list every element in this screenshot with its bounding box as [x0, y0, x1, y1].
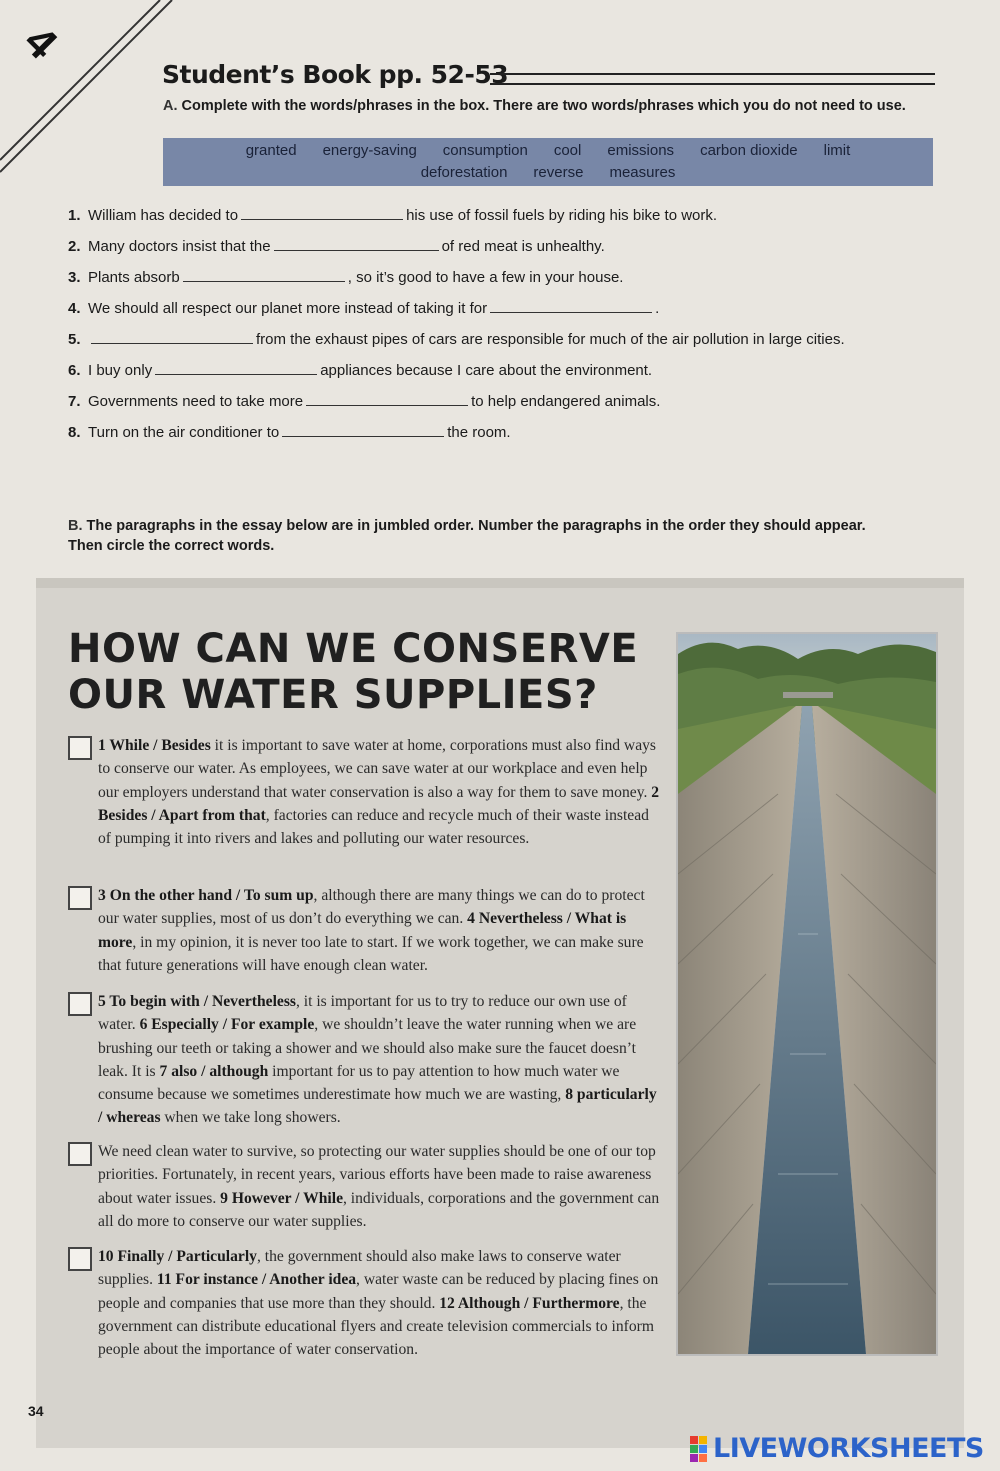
essay-paragraph-5	[68, 1245, 660, 1361]
gap-fill-item	[68, 298, 908, 329]
choice-2[interactable]: 2 Besides / Apart from that	[98, 783, 660, 824]
answer-blank[interactable]	[155, 360, 317, 375]
text-segment: We need clean water to survive, so protecting our water supplies should be one of our top priorities. Fortunately, in recent years, various efforts have been made to raise awareness about water issues.	[98, 1143, 656, 1207]
choice-5[interactable]: 5 To begin with / Nevertheless	[98, 993, 296, 1010]
choice-11[interactable]: 11 For instance / Another idea	[156, 1271, 357, 1289]
answer-blank[interactable]	[241, 205, 403, 220]
item-text-after: appliances because I care about the environment.	[320, 362, 653, 379]
word-box-item: limit	[823, 142, 851, 159]
item-number: 3.	[68, 269, 81, 286]
answer-blank[interactable]	[490, 298, 652, 313]
item-text-after: of red meat is unhealthy.	[441, 238, 605, 255]
text-segment: , we shouldn’t leave the water running when we are brushing our teeth or taking a shower and we should also make sure the faucet doesn’t leak. It is	[98, 1016, 637, 1080]
word-box-item: reverse	[533, 164, 584, 181]
page-number: 34	[28, 1403, 44, 1419]
item-text-before: Turn on the air conditioner to	[88, 424, 280, 441]
choice-8[interactable]: 8 particularly / whereas	[98, 1086, 657, 1127]
choice-1[interactable]: 1 While / Besides	[98, 737, 211, 754]
answer-blank[interactable]	[91, 329, 253, 344]
item-text-before: Many doctors insist that the	[88, 238, 271, 255]
article-title: HOW CAN WE CONSERVE OUR WATER SUPPLIES?	[68, 626, 639, 718]
gap-fill-item	[68, 422, 908, 453]
item-number: 5.	[68, 331, 81, 348]
item-number: 2.	[68, 238, 81, 255]
answer-blank[interactable]	[183, 267, 345, 282]
item-text-before: I buy only	[88, 362, 153, 379]
gap-fill-item	[68, 205, 908, 236]
canal-illustration	[678, 634, 936, 1354]
word-box	[163, 138, 933, 186]
paragraph-order-box-4[interactable]	[68, 1142, 92, 1166]
item-number: 7.	[68, 393, 81, 410]
essay-paragraph-2	[68, 884, 660, 977]
item-text-after: from the exhaust pipes of cars are responsible for much of the air pollution in large cities.	[256, 331, 845, 348]
paragraph-order-box-3[interactable]	[68, 992, 92, 1016]
item-text-before: Plants absorb	[88, 269, 180, 286]
essay-paragraph-1	[68, 734, 660, 850]
word-box-item: consumption	[442, 142, 528, 159]
liveworksheets-logo-icon	[690, 1436, 707, 1462]
item-text-before: William has decided to	[88, 207, 239, 224]
text-segment: important for us to pay attention to how much water we consume because we sometimes underestimate how much we are wasting,	[98, 1062, 620, 1104]
text-segment: , water waste can be reduced by placing fines on people and companies that use more than they should.	[98, 1271, 659, 1312]
essay-paragraph-3	[68, 990, 660, 1130]
essay-paragraph-text-5	[98, 1245, 660, 1361]
word-box-item: emissions	[607, 142, 675, 159]
word-box-item: carbon dioxide	[700, 142, 798, 159]
item-text-after: his use of fossil fuels by riding his bike to work.	[406, 207, 718, 224]
gap-fill-item	[68, 360, 908, 391]
item-number: 4.	[68, 300, 81, 317]
choice-7[interactable]: 7 also / although	[159, 1062, 269, 1080]
canal-photo	[676, 632, 938, 1356]
text-segment: , although there are many things we can do to protect our water supplies, most of us don’t do everything we can.	[98, 887, 645, 928]
gap-fill-item	[68, 391, 908, 422]
item-text-after: to help endangered animals.	[471, 393, 661, 410]
answer-blank[interactable]	[274, 236, 439, 251]
gap-fill-item	[68, 329, 908, 360]
text-segment: , individuals, corporations and the government can all do more to conserve our water supplies.	[98, 1189, 660, 1230]
brand-name: LIVEWORKSHEETS	[713, 1433, 984, 1464]
choice-6[interactable]: 6 Especially / For example	[139, 1016, 315, 1034]
section-b-letter: B.	[68, 518, 83, 534]
section-a-letter: A.	[163, 98, 178, 114]
text-segment: , the government can distribute educational flyers and create television commercials to inform people about the importance of water conservation.	[98, 1294, 654, 1359]
item-text-before: Governments need to take more	[88, 393, 304, 410]
essay-paragraph-4	[68, 1140, 660, 1233]
text-segment: , it is important for us to try to reduce our own use of water.	[98, 993, 627, 1034]
paragraph-order-box-5[interactable]	[68, 1247, 92, 1271]
text-segment: when we take long showers.	[160, 1109, 341, 1127]
section-a-instruction-text: Complete with the words/phrases in the box. There are two words/phrases which you do not need to use.	[181, 98, 906, 114]
section-b-instruction-text: The paragraphs in the essay below are in jumbled order. Number the paragraphs in the order they should appear. Then circle the correct words.	[68, 518, 866, 554]
word-box-item: cool	[553, 142, 582, 159]
text-segment: , in my opinion, it is never too late to start. If we work together, we can make sure that future generations will have enough clean water.	[98, 933, 644, 974]
word-box-item: deforestation	[420, 164, 508, 181]
item-number: 8.	[68, 424, 81, 441]
item-text-before: We should all respect our planet more instead of taking it for	[88, 300, 488, 317]
item-number: 6.	[68, 362, 81, 379]
text-segment: , factories can reduce and recycle much of their waste instead of pumping it into rivers and lakes and polluting our water resources.	[98, 806, 649, 848]
essay-paragraph-text-3	[98, 990, 660, 1130]
answer-blank[interactable]	[306, 391, 468, 406]
word-box-item: granted	[245, 142, 297, 159]
choice-10[interactable]: 10 Finally / Particularly	[98, 1248, 257, 1265]
choice-4[interactable]: 4 Nevertheless / What is more	[98, 910, 627, 951]
answer-blank[interactable]	[282, 422, 444, 437]
item-number: 1.	[68, 207, 81, 224]
word-box-item: measures	[609, 164, 676, 181]
essay-paragraph-text-2	[98, 884, 660, 977]
choice-9[interactable]: 9 However / While	[220, 1189, 343, 1207]
page-heading: Student’s Book pp. 52-53	[162, 60, 509, 89]
choice-3[interactable]: 3 On the other hand / To sum up	[98, 887, 314, 904]
gap-fill-item	[68, 267, 908, 298]
gap-fill-items	[68, 205, 908, 453]
item-text-after: .	[655, 300, 660, 317]
section-a-instruction	[163, 96, 933, 116]
item-text-after: the room.	[447, 424, 511, 441]
item-text-after: , so it’s good to have a few in your house.	[347, 269, 624, 286]
essay-paragraph-text-1	[98, 734, 660, 850]
paragraph-order-box-1[interactable]	[68, 736, 92, 760]
section-b-instruction	[68, 516, 898, 556]
word-box-item: energy-saving	[322, 142, 417, 159]
essay-paragraph-text-4	[98, 1140, 660, 1233]
unit-number: 4	[14, 16, 67, 69]
paragraph-order-box-2[interactable]	[68, 886, 92, 910]
text-segment: it is important to save water at home, corporations must also find ways to conserve our water. As employees, we can save water at our workplace and even help our employers understand that water conservation is also a way for them to save money.	[98, 737, 656, 801]
heading-rule	[490, 73, 935, 85]
gap-fill-item	[68, 236, 908, 267]
liveworksheets-logo	[690, 1433, 984, 1464]
text-segment: , the government should also make laws to conserve water supplies.	[98, 1248, 621, 1289]
choice-12[interactable]: 12 Although / Furthermore	[439, 1294, 620, 1312]
essay-article	[36, 578, 964, 1448]
